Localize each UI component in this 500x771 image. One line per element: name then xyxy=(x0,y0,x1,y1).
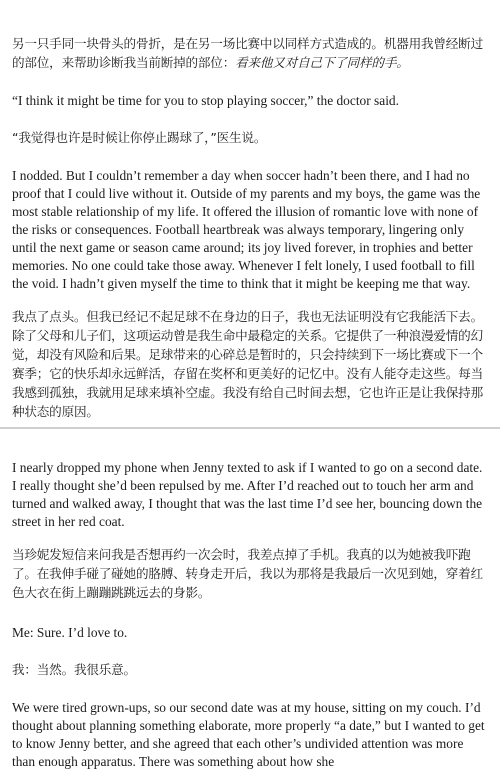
paragraph-en-10: We were tired grown-ups, so our second date was at my house, sitting on my couch. I’d thought about planning something elaborate, more properly “a date,” but I wanted to get to know Jenny better, and she agreed that each other’s undivided attention was more than enough apparatus. There was something about how she xyxy=(12,700,485,769)
paragraph-en-2: “I think it might be time for you to stop playing soccer,” the doctor said. xyxy=(12,93,399,108)
paragraph-zh-1-text: 另一只手同一块骨头的骨折，是在另一场比赛中以同样方式造成的。机器用我曾经断过的部位，来帮助诊断我当前断掉的部位： xyxy=(12,36,483,70)
paragraph-zh-9: 我：当然。我很乐意。 xyxy=(12,662,136,677)
paragraph-zh-7: 当珍妮发短信来问我是否想再约一次会时，我差点掉了手机。我真的以为她被我吓跑了。在我伸手碰了碰她的胳膊、转身走开后，我以为那将是我最后一次见到她，穿着红色大衣在街上蹦蹦跳跳远去的身影。 xyxy=(12,547,483,600)
section-divider xyxy=(0,427,500,429)
paragraph-zh-5: 我点了点头。但我已经记不起足球不在身边的日子，我也无法证明没有它我能活下去。除了父母和儿子们，这项运动曾是我生命中最稳定的关系。它提供了一种浪漫爱情的幻觉，却没有风险和后果。足球带来的心碎总是暂时的，只会持续到下一场比赛或下一个赛季；它的快乐却永远鲜活，存留在奖杯和更美好的记忆中。没有人能夺走这些。每当我感到孤独，我就用足球来填补空虚。我没有给自己时间去想，它也许正是让我保持那种状态的原因。 xyxy=(12,309,483,419)
paragraph-en-6: I nearly dropped my phone when Jenny texted to ask if I wanted to go on a second date. I really thought she’d been repulsed by me. After I’d reached out to touch her arm and turned and walked away, I thought that was the last time I’d see her, bouncing down the street in her red coat. xyxy=(12,460,483,529)
paragraph-en-4: I nodded. But I couldn’t remember a day when soccer hadn’t been there, and I had no proof that I could live without it. Outside of my parents and my boys, the game was the most stable relationship of my life. It offered the illusion of romantic love with none of the risks or consequences. Football heartbreak was always temporary, lingering only until the next game or season came around; its joy lived forever, in trophies and better memories. No one could take those away. Whenever I felt lonely, I used football to fill the void. I hadn’t given myself the time to think that it might be keeping me that way. xyxy=(12,168,481,291)
paragraph-zh-3: “我觉得也许是时候让你停止踢球了，”医生说。 xyxy=(12,130,267,145)
article-body xyxy=(0,34,500,771)
paragraph-en-8: Me: Sure. I’d love to. xyxy=(12,625,128,640)
paragraph-zh-1-italic: 看来他又对自己下了同样的手。 xyxy=(235,55,409,70)
paragraph-zh-1 xyxy=(12,34,488,72)
